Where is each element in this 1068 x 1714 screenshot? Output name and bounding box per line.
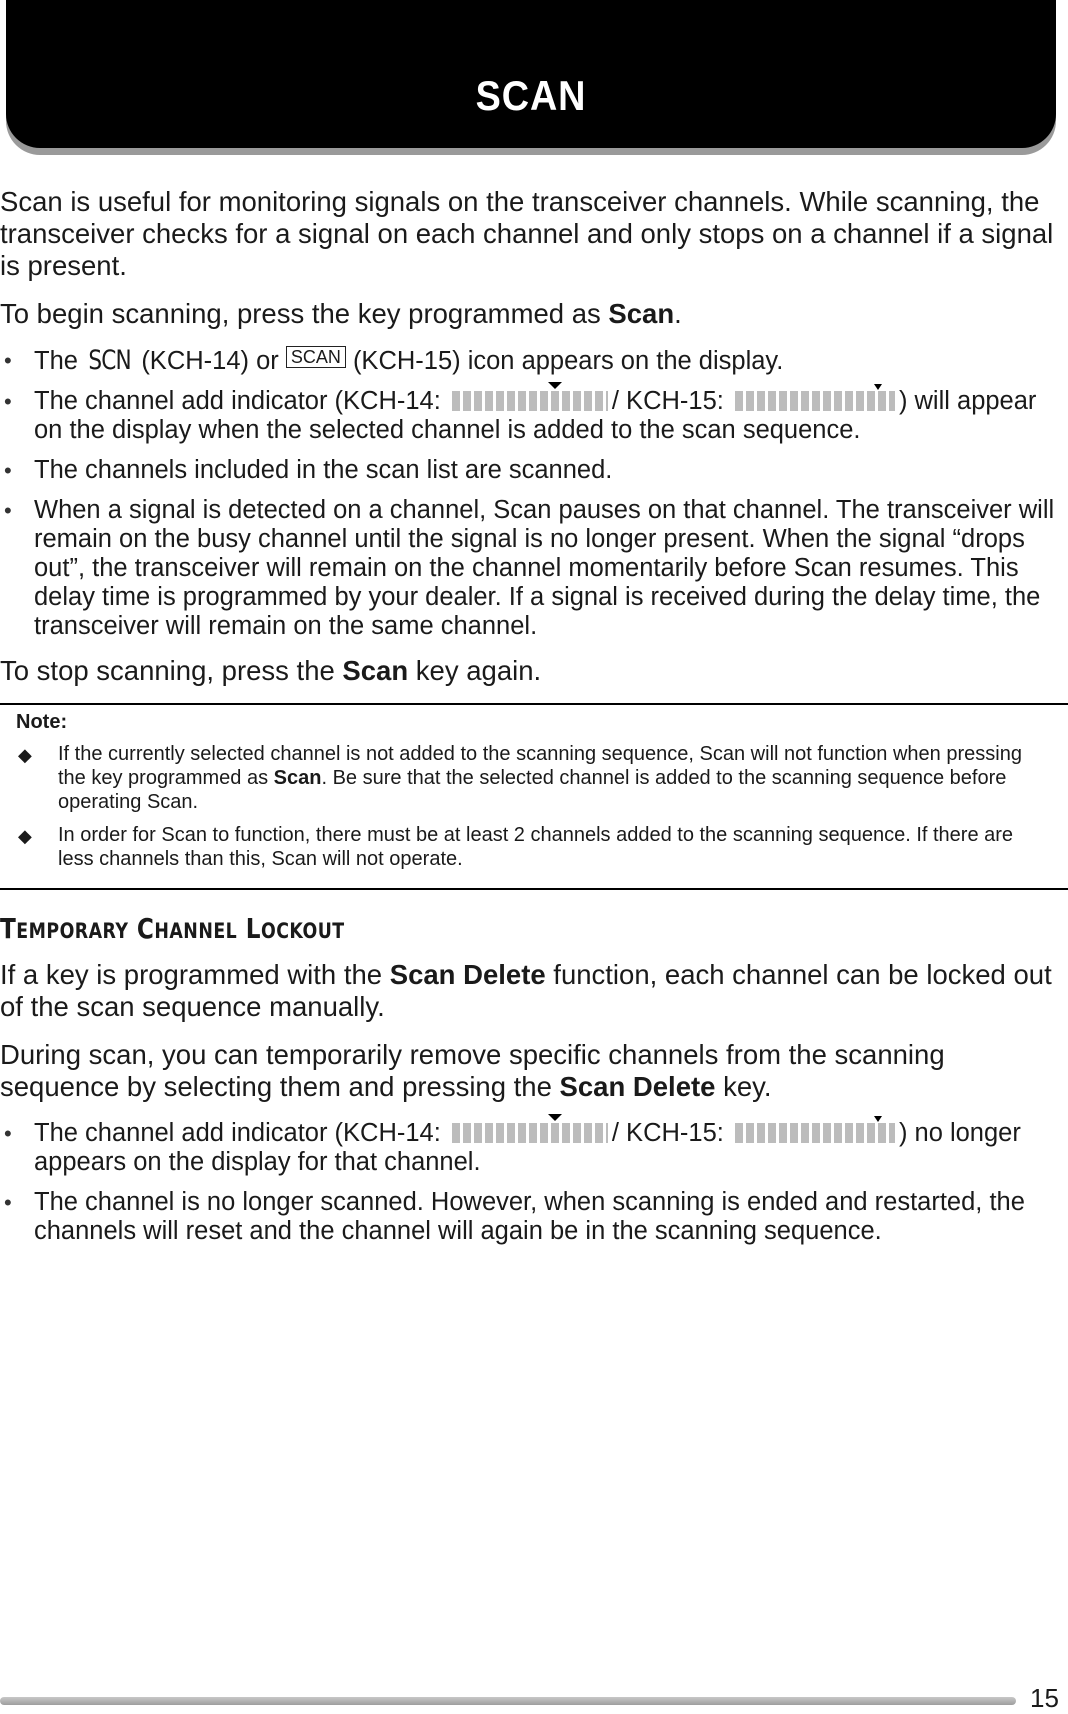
section-heading-temporary-channel-lockout: TEMPORARY CHANNEL LOCKOUT (0, 912, 345, 945)
kch14-channel-add-indicator-icon (452, 391, 608, 411)
page-number: 15 (1030, 1683, 1059, 1713)
list-item: • The channel add indicator (KCH-14: / KCH-15: ) will appear on the display when the selected channel is added to the scan sequence. (0, 387, 1068, 445)
begin-bullet-list (0, 346, 1068, 641)
kch15-channel-add-indicator-icon (735, 391, 895, 411)
scn-display-icon: SCN (88, 345, 131, 376)
list-item: • When a signal is detected on a channel, Scan pauses on that channel. The transceiver will remain on the busy channel until the signal is no longer present. When the signal “drops out”, the transceiver will remain on the channel momentarily before Scan resumes. This delay time is programmed by your dealer. If a signal is received during the delay time, the transceiver will remain on the same channel. (4, 496, 1055, 640)
intro-paragraph: Scan is useful for monitoring signals on the transceiver channels. While scanning, the transceiver checks for a signal on each channel and only stops on a channel if a signal is present. (0, 186, 1054, 281)
footer-divider (0, 1697, 1016, 1705)
bullet-icon: • (4, 348, 12, 373)
list-item: • The SCN (KCH-14) or SCAN (KCH-15) icon appears on the display. (4, 345, 784, 376)
page-title: SCAN (475, 72, 587, 119)
indicator-triangle-icon (874, 384, 882, 390)
note-title: Note: (16, 711, 68, 733)
scan-delete-key-label: Scan Delete (389, 959, 546, 990)
note-box (0, 703, 1068, 890)
diamond-bullet-icon: ◆ (18, 745, 32, 766)
begin-scanning-paragraph: To begin scanning, press the key programmed as Scan. (0, 298, 682, 329)
lockout-bullet-list (0, 1119, 1068, 1246)
kch15-channel-add-indicator-icon (735, 1123, 895, 1143)
main-content (0, 186, 1068, 1260)
lockout-paragraph-2: During scan, you can temporarily remove specific channels from the scanning sequence by selecting them and pressing the Scan Delete key. (0, 1039, 945, 1102)
list-item: • The channel add indicator (KCH-14: / KCH-15: ) no longer appears on the display for that channel. (0, 1119, 1068, 1177)
scan-key-label: Scan (342, 655, 409, 686)
list-item: • The channel is no longer scanned. However, when scanning is ended and restarted, the channels will reset and the channel will again be in the scanning sequence. (4, 1188, 1025, 1245)
note-item: ◆ In order for Scan to function, there must be at least 2 channels added to the scanning sequence. If there are less channels than this, Scan will not operate. (18, 824, 1014, 870)
list-item: • The channels included in the scan list are scanned. (4, 456, 613, 484)
indicator-triangle-icon (548, 382, 562, 389)
stop-scanning-paragraph: To stop scanning, press the Scan key again. (0, 655, 542, 686)
scan-display-icon: SCAN (286, 346, 346, 368)
bullet-icon: • (4, 498, 12, 523)
indicator-triangle-icon (874, 1116, 882, 1122)
section-header-bar (6, 0, 1056, 148)
lockout-paragraph-1: If a key is programmed with the Scan Delete function, each channel can be locked out of the scan sequence manually. (0, 959, 1052, 1022)
diamond-bullet-icon: ◆ (18, 826, 32, 847)
bullet-icon: • (4, 458, 12, 483)
scan-key-label: Scan (608, 298, 675, 329)
indicator-triangle-icon (548, 1114, 562, 1121)
bullet-icon: • (4, 1121, 12, 1146)
kch14-channel-add-indicator-icon (452, 1123, 608, 1143)
scan-delete-key-label: Scan Delete (559, 1071, 716, 1102)
note-item: ◆ If the currently selected channel is not added to the scanning sequence, Scan will not function when pressing the key programmed as Scan. Be sure that the selected channel is added to the scanning sequence before operating Scan. (18, 743, 1022, 813)
bullet-icon: • (4, 1190, 12, 1215)
bullet-icon: • (4, 389, 12, 414)
